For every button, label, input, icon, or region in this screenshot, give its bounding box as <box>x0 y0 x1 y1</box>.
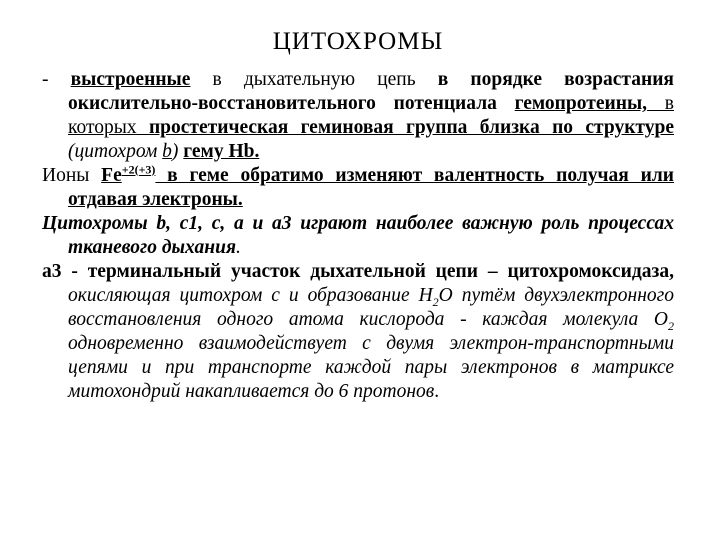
iron-charge: +2(+3) <box>121 162 156 177</box>
paragraph-3 <box>42 212 674 260</box>
p4-text-3: O путём двухэлектронного восстановления одного атома кислорода - каждая молекула O <box>68 285 675 330</box>
p3-text-1: Цитохромы b, c1, c, a и a3 играют наиболее важную роль процессах тканевого дыхания <box>42 213 674 258</box>
p1-text-8: b <box>162 141 172 162</box>
p1-text-6: простетическая геминовая группа близка по структуре <box>148 117 675 138</box>
slide-title: ЦИТОХРОМЫ <box>272 28 444 55</box>
paragraph-4 <box>42 260 674 404</box>
paragraph-1 <box>42 68 674 164</box>
p1-text-2: в дыхательную цепь <box>190 69 438 90</box>
p1-text-4: гемопротеины, <box>514 93 648 114</box>
p1-text-7: (цитохром <box>68 141 163 162</box>
p1-text-1: выстроенные <box>70 69 191 90</box>
p4-text-2: окисляющая цитохром c и образование H <box>68 285 433 306</box>
dash: - <box>42 69 71 90</box>
p4-text-5: . <box>434 381 440 402</box>
iron-symbol: Fe <box>101 165 122 186</box>
p2-text-2: в геме обратимо изменяют валентность получая или отдавая электроны. <box>68 165 674 210</box>
h2o-subscript: 2 <box>432 294 439 309</box>
p4-text-1: - терминальный участок дыхательной цепи – цитохромоксидаза, <box>61 261 674 282</box>
o2-subscript: 2 <box>668 318 674 333</box>
p1-text-5: в которых <box>68 93 674 138</box>
p1-text-9: ) <box>171 141 184 162</box>
p2-text-1: Ионы <box>42 165 102 186</box>
paragraph-2 <box>42 164 674 212</box>
a3-label: a3 <box>42 261 62 282</box>
p1-text-3: в порядке возрастания окислительно-восстановительного потенциала <box>68 69 674 114</box>
p4-text-4: одновременно взаимодействует с двумя электрон-транспортными цепями и при транспорте каждой пары электронов в матриксе митохондрий накапливается до 6 протонов <box>68 333 674 402</box>
p3-text-2: . <box>236 237 241 258</box>
p1-text-10: гему Hb. <box>183 141 260 162</box>
